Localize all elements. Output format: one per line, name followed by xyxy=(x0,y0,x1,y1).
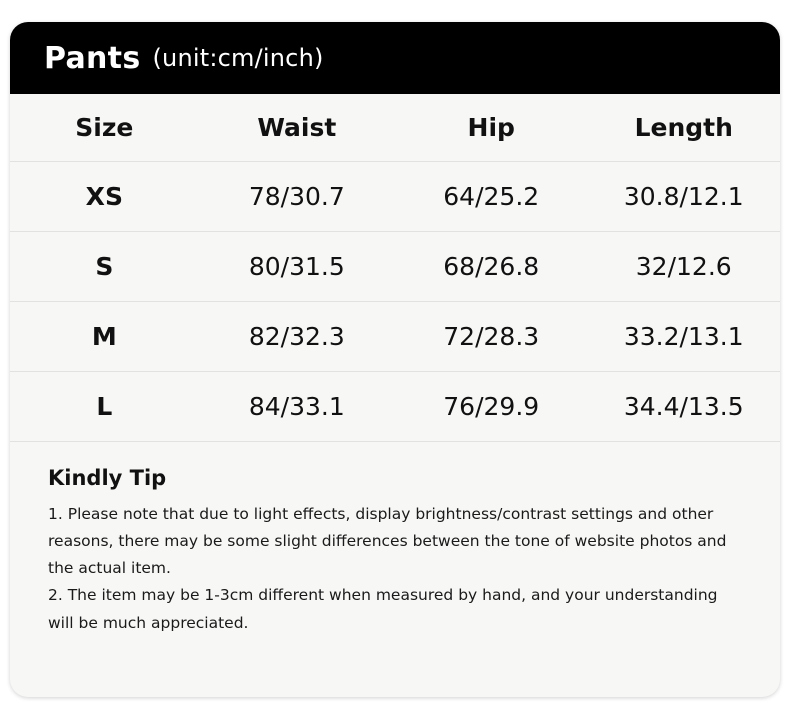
column-header-length: Length xyxy=(587,94,780,162)
cell-length: 33.2/13.1 xyxy=(587,302,780,372)
cell-waist: 82/32.3 xyxy=(199,302,395,372)
page-title: Pants xyxy=(44,40,141,76)
cell-size: M xyxy=(10,302,199,372)
cell-hip: 64/25.2 xyxy=(395,162,588,232)
cell-length: 30.8/12.1 xyxy=(587,162,780,232)
column-header-size: Size xyxy=(10,94,199,162)
table-row xyxy=(10,302,780,372)
card-header xyxy=(10,22,780,94)
size-chart-card xyxy=(10,22,780,697)
cell-hip: 68/26.8 xyxy=(395,232,588,302)
table-header-row xyxy=(10,94,780,162)
unit-label: (unit:cm/inch) xyxy=(152,44,324,72)
cell-length: 32/12.6 xyxy=(587,232,780,302)
column-header-hip: Hip xyxy=(395,94,588,162)
table-row xyxy=(10,232,780,302)
cell-size: XS xyxy=(10,162,199,232)
cell-hip: 76/29.9 xyxy=(395,372,588,442)
cell-waist: 80/31.5 xyxy=(199,232,395,302)
tip-title: Kindly Tip xyxy=(48,466,167,490)
cell-size: S xyxy=(10,232,199,302)
table-row xyxy=(10,162,780,232)
column-header-waist: Waist xyxy=(199,94,395,162)
cell-size: L xyxy=(10,372,199,442)
size-table xyxy=(10,94,780,442)
cell-waist: 78/30.7 xyxy=(199,162,395,232)
cell-length: 34.4/13.5 xyxy=(587,372,780,442)
tip-line-1: 1. Please note that due to light effects, display brightness/contrast settings and other reasons, there may be some slight differences between the tone of website photos and the actual item. xyxy=(48,505,727,578)
tip-line-2: 2. The item may be 1-3cm different when measured by hand, and your understanding will be much appreciated. xyxy=(48,586,718,632)
cell-waist: 84/33.1 xyxy=(199,372,395,442)
kindly-tip-section xyxy=(10,442,780,697)
table-row xyxy=(10,372,780,442)
cell-hip: 72/28.3 xyxy=(395,302,588,372)
